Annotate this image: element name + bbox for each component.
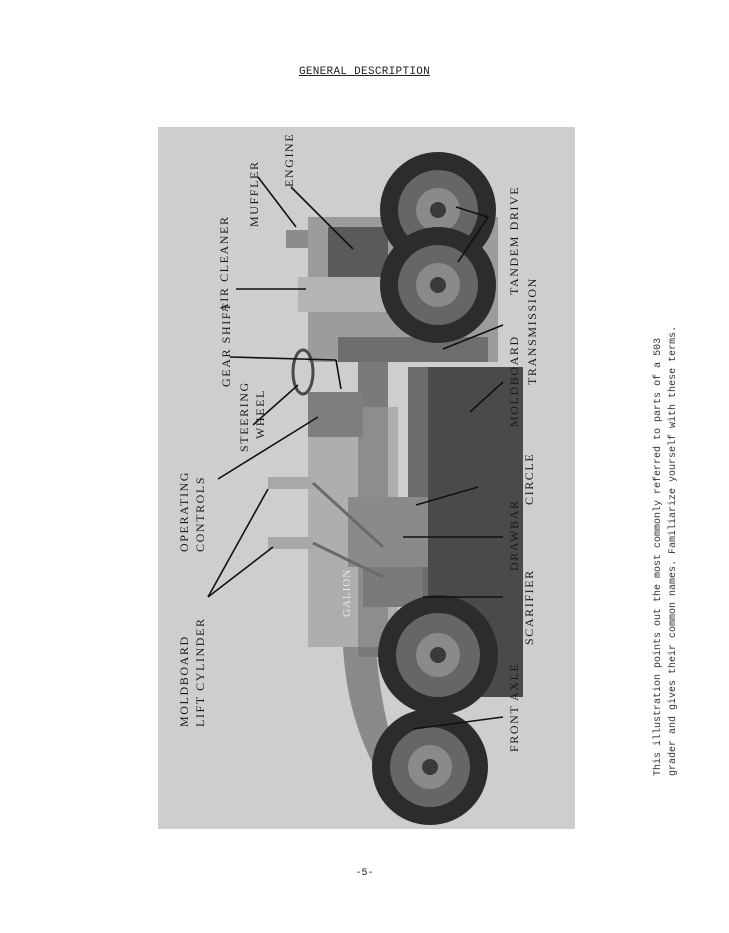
label-air-cleaner: AIR CLEANER bbox=[217, 215, 231, 312]
grader-illustration bbox=[158, 127, 575, 829]
front-wheel-1 bbox=[378, 595, 498, 715]
label-scarifier: SCARIFIER bbox=[522, 569, 536, 645]
label-moldboard: MOLDBOARD bbox=[507, 335, 521, 427]
rear-wheel-2 bbox=[380, 227, 496, 343]
figure-caption bbox=[651, 216, 681, 776]
lift-cylinder-front bbox=[268, 537, 313, 549]
circle-drawbar bbox=[348, 497, 428, 567]
section-heading bbox=[0, 66, 729, 78]
muffler-body bbox=[286, 230, 308, 248]
grader-photo bbox=[158, 127, 575, 829]
label-moldboard-lift-2: LIFT CYLINDER bbox=[193, 617, 207, 727]
label-steering-1: STEERING bbox=[237, 381, 251, 452]
label-steering-2: WHEEL bbox=[253, 389, 267, 439]
caption-line-1: This illustration points out the most commonly referred to parts of a 503 bbox=[653, 337, 664, 776]
control-console bbox=[308, 392, 363, 437]
label-muffler: MUFFLER bbox=[247, 160, 261, 227]
label-operating-controls-1: OPERATING bbox=[177, 470, 191, 552]
label-drawbar: DRAWBAR bbox=[507, 499, 521, 571]
lift-cylinder-rear bbox=[268, 477, 313, 489]
label-circle: CIRCLE bbox=[522, 452, 536, 505]
label-moldboard-lift-1: MOLDBOARD bbox=[177, 635, 191, 727]
caption-line-2: grader and gives their common names. Familiarize yourself with these terms. bbox=[668, 325, 679, 776]
section-title: GENERAL DESCRIPTION bbox=[298, 66, 431, 78]
brand-plate: GALION bbox=[341, 568, 353, 617]
page-number: -5- bbox=[355, 868, 374, 879]
label-tandem-drive: TANDEM DRIVE bbox=[507, 185, 521, 295]
label-engine: ENGINE bbox=[282, 132, 296, 187]
label-operating-controls-2: CONTROLS bbox=[193, 475, 207, 552]
label-transmission: TRANSMISSION bbox=[525, 277, 539, 385]
label-front-axle: FRONT AXLE bbox=[507, 662, 521, 752]
label-gear-shift: GEAR SHIFT bbox=[219, 301, 233, 387]
